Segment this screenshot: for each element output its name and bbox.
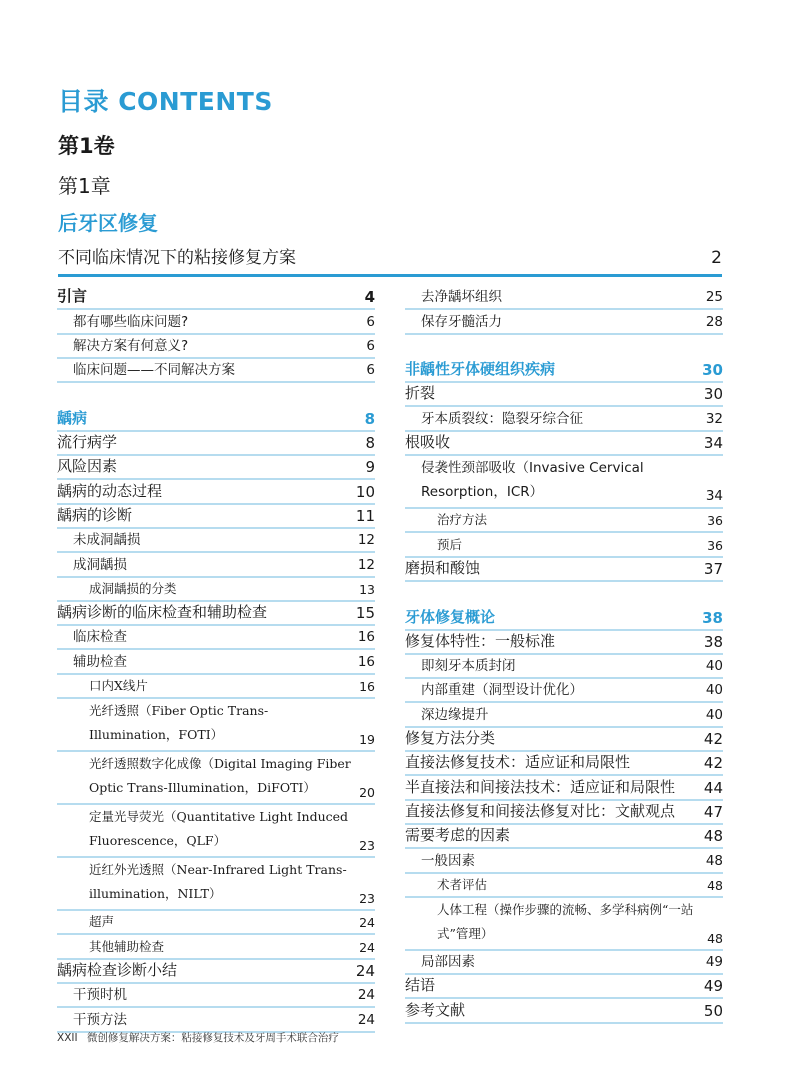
toc-entry-page: 23: [359, 838, 375, 854]
toc-entry[interactable]: [405, 975, 723, 999]
toc-entry-title: 龋病: [57, 408, 88, 427]
toc-entry-page: 13: [359, 581, 375, 597]
toc-subsubentry[interactable]: [405, 509, 723, 533]
toc-entry-page: 6: [366, 313, 375, 330]
toc-entry-title: 近红外光透照（Near-Infrared Light Trans-illumination，NILT）: [89, 862, 347, 902]
toc-entry-page: 40: [705, 706, 723, 723]
toc-entry-page: 8: [365, 434, 375, 453]
toc-entry-title: 直接法修复和间接法修复对比：文献观点: [405, 801, 676, 820]
toc-subsubentry[interactable]: [57, 935, 375, 959]
toc-subentry[interactable]: [405, 703, 723, 727]
toc-entry[interactable]: [405, 999, 723, 1023]
toc-entry[interactable]: [405, 752, 723, 776]
toc-entry[interactable]: [57, 480, 375, 504]
toc-entry-title: 风险因素: [57, 457, 118, 476]
toc-entry-page: 24: [357, 1011, 375, 1028]
toc-entry-title: 预后: [437, 536, 463, 552]
toc-entry-page: 40: [705, 658, 723, 675]
toc-entry-title: 磨损和酸蚀: [405, 558, 481, 577]
toc-entry[interactable]: [57, 602, 375, 626]
toc-entry-page: 49: [705, 954, 723, 971]
toc-entry-title: 流行病学: [57, 433, 118, 452]
toc-entry-page: 23: [359, 891, 375, 907]
toc-entry-page: 28: [705, 313, 723, 330]
toc-entry-page: 47: [703, 802, 723, 821]
toc-subentry[interactable]: [57, 310, 375, 334]
toc-entry-title: 内部重建（洞型设计优化）: [421, 682, 583, 699]
toc-entry-title: 牙本质裂纹：隐裂牙综合征: [421, 410, 583, 427]
toc-entry-page: 48: [705, 852, 723, 869]
toc-entry-page: 16: [359, 679, 375, 695]
toc-section-heading[interactable]: [405, 359, 723, 383]
toc-entry-page: 36: [707, 537, 723, 553]
toc-entry-title: 龋病的动态过程: [57, 481, 163, 500]
toc-entry-page: 32: [705, 410, 723, 427]
toc-entry-page: 16: [357, 653, 375, 670]
toc-subentry[interactable]: [57, 359, 375, 383]
toc-entry-title: 折裂: [405, 384, 436, 403]
toc-entry-page: 10: [355, 482, 375, 501]
toc-entry-title: 根吸收: [405, 433, 451, 452]
toc-entry-title: 人体工程（操作步骤的流畅、多学科病例“一站式”管理）: [437, 901, 694, 941]
toc-subsubentry[interactable]: [405, 874, 723, 898]
chapter-label: 第1章: [58, 174, 111, 198]
toc-entry-title: 超声: [89, 914, 115, 930]
toc-entry-title: 参考文献: [405, 1000, 466, 1019]
toc-entry-title: 未成洞龋损: [73, 532, 141, 549]
toc-entry[interactable]: [57, 456, 375, 480]
page-footer: [57, 1030, 345, 1045]
toc-entry-title: 光纤透照（Fiber Optic Trans-Illumination，FOTI）: [89, 703, 269, 743]
footer-book-title: 微创修复解决方案：粘接修复技术及牙周手术联合治疗: [86, 1032, 339, 1044]
toc-entry-title: 侵袭性颈部吸收（Invasive Cervical Resorption，ICR）: [421, 460, 644, 501]
toc-section-heading[interactable]: [57, 407, 375, 431]
toc-entry-title: 局部因素: [421, 954, 475, 971]
toc-entry-page: 12: [357, 556, 375, 573]
toc-entry-page: 42: [703, 754, 723, 773]
toc-entry[interactable]: [405, 383, 723, 407]
toc-subsubentry[interactable]: [57, 805, 375, 858]
toc-entry[interactable]: [405, 728, 723, 752]
toc-entry-page: 37: [703, 559, 723, 578]
chapter-title: 不同临床情况下的粘接修复方案: [58, 248, 296, 268]
toc-entry-title: 龋病的诊断: [57, 505, 133, 524]
toc-entry-title: 结语: [405, 976, 436, 995]
footer-page-number: XXII: [57, 1032, 78, 1044]
toc-entry-page: 38: [703, 632, 723, 651]
toc-subentry[interactable]: [57, 335, 375, 359]
toc-entry-page: 24: [355, 961, 375, 980]
toc-entry-title: 修复方法分类: [405, 729, 496, 748]
toc-entry-title: 非龋性牙体硬组织疾病: [405, 360, 556, 379]
toc-entry-page: 8: [364, 409, 375, 428]
toc-header: [58, 82, 738, 277]
toc-entry-title: 干预方法: [73, 1011, 127, 1028]
toc-subentry[interactable]: [405, 655, 723, 679]
toc-subsubentry[interactable]: [57, 911, 375, 935]
toc-entry-title: 都有哪些临床问题?: [73, 313, 189, 330]
toc-entry-title: 成洞龋损: [73, 556, 127, 573]
toc-subsubentry[interactable]: [57, 675, 375, 699]
toc-subentry[interactable]: [57, 1008, 375, 1032]
toc-entry-title: 解决方案有何意义?: [73, 337, 189, 354]
toc-entry-title: 辅助检查: [73, 653, 127, 670]
toc-entry-page: 6: [366, 362, 375, 379]
chapter-title-row[interactable]: [58, 243, 722, 277]
toc-entry-title: 光纤透照数字化成像（Digital Imaging Fiber Optic Trans-Illumination，DiFOTI）: [89, 756, 351, 796]
toc-entry-title: 直接法修复技术：适应证和局限性: [405, 753, 631, 772]
toc-entry[interactable]: [57, 432, 375, 456]
toc-subentry[interactable]: [405, 286, 723, 310]
toc-subsubentry[interactable]: [57, 752, 375, 805]
toc-entry-title: 术者评估: [437, 876, 488, 892]
toc-entry[interactable]: [405, 631, 723, 655]
toc-entry[interactable]: [57, 286, 375, 310]
chapter-page-number: 2: [711, 248, 722, 268]
toc-entry-title: 保存牙髓活力: [421, 313, 502, 330]
toc-entry[interactable]: [405, 825, 723, 849]
toc-entry-page: 48: [707, 930, 723, 946]
toc-entry-title: 龋病检查诊断小结: [57, 960, 178, 979]
toc-entry-title: 需要考虑的因素: [405, 826, 511, 845]
volume-label: 第1卷: [58, 134, 115, 158]
toc-subsubentry[interactable]: [405, 898, 723, 951]
toc-entry-page: 42: [703, 730, 723, 749]
toc-entry-page: 34: [705, 488, 723, 505]
toc-entry-title: 引言: [57, 287, 88, 306]
toc-entry[interactable]: [405, 776, 723, 800]
toc-entry-title: 治疗方法: [437, 512, 488, 528]
toc-subentry[interactable]: [405, 951, 723, 975]
toc-left-column: [57, 286, 375, 1033]
toc-subentry[interactable]: [405, 849, 723, 873]
toc-entry-title: 龋病诊断的临床检查和辅助检查: [57, 603, 268, 622]
toc-entry-page: 19: [359, 732, 375, 748]
toc-subentry[interactable]: [57, 529, 375, 553]
page-title: 目录 CONTENTS: [58, 87, 273, 116]
toc-entry-page: 4: [364, 288, 375, 307]
toc-entry-page: 11: [355, 506, 375, 525]
toc-entry-title: 去净龋坏组织: [421, 289, 502, 306]
toc-entry[interactable]: [405, 432, 723, 456]
toc-entry-title: 定量光导荧光（Quantitative Light Induced Fluorescence，QLF）: [89, 809, 349, 849]
toc-entry-page: 30: [702, 361, 723, 380]
toc-entry-title: 口内X线片: [89, 678, 148, 694]
toc-entry-page: 20: [359, 785, 375, 801]
toc-subsubentry[interactable]: [57, 858, 375, 911]
toc-subentry[interactable]: [405, 456, 723, 509]
toc-entry-page: 34: [703, 434, 723, 453]
toc-subentry[interactable]: [405, 407, 723, 431]
toc-entry-page: 50: [703, 1001, 723, 1020]
toc-entry-title: 一般因素: [421, 852, 475, 869]
toc-entry-title: 半直接法和间接法技术：适应证和局限性: [405, 777, 676, 796]
toc-entry-page: 12: [357, 532, 375, 549]
toc-entry-page: 48: [707, 877, 723, 893]
toc-entry-title: 临床问题——不同解决方案: [73, 362, 235, 379]
toc-entry-page: 36: [707, 513, 723, 529]
section-spacer: [57, 383, 375, 407]
toc-right-column: [405, 286, 723, 1024]
toc-entry-title: 其他辅助检查: [89, 938, 165, 954]
toc-entry-title: 即刻牙本质封闭: [421, 658, 516, 675]
toc-entry-page: 48: [703, 827, 723, 846]
toc-entry-page: 9: [365, 458, 375, 477]
toc-entry-page: 6: [366, 337, 375, 354]
toc-entry-title: 深边缘提升: [421, 706, 489, 723]
toc-entry-page: 44: [703, 778, 723, 797]
toc-entry-title: 干预时机: [73, 987, 127, 1004]
toc-entry-title: 修复体特性：一般标准: [405, 631, 556, 650]
toc-entry-page: 15: [355, 604, 375, 623]
toc-entry-title: 成洞龋损的分类: [89, 580, 177, 596]
toc-entry-page: 25: [705, 289, 723, 306]
toc-entry[interactable]: [405, 801, 723, 825]
toc-entry-page: 30: [703, 385, 723, 404]
toc-entry[interactable]: [57, 505, 375, 529]
toc-subentry[interactable]: [57, 650, 375, 674]
toc-entry-page: 49: [703, 977, 723, 996]
toc-subentry[interactable]: [57, 553, 375, 577]
toc-entry-page: 16: [357, 629, 375, 646]
toc-entry-page: 40: [705, 682, 723, 699]
toc-subsubentry[interactable]: [57, 699, 375, 752]
section-spacer: [405, 582, 723, 606]
toc-subsubentry[interactable]: [405, 533, 723, 557]
toc-section-heading[interactable]: [405, 606, 723, 630]
toc-subentry[interactable]: [57, 626, 375, 650]
toc-subentry[interactable]: [57, 984, 375, 1008]
toc-entry-title: 牙体修复概论: [405, 607, 496, 626]
toc-entry[interactable]: [57, 960, 375, 984]
section-spacer: [405, 335, 723, 359]
toc-subentry[interactable]: [405, 679, 723, 703]
toc-entry-title: 临床检查: [73, 629, 127, 646]
chapter-subtitle: 后牙区修复: [58, 211, 158, 235]
toc-entry[interactable]: [405, 558, 723, 582]
toc-subsubentry[interactable]: [57, 578, 375, 602]
toc-entry-page: 24: [357, 987, 375, 1004]
toc-entry-page: 24: [359, 915, 375, 931]
toc-entry-page: 24: [359, 939, 375, 955]
toc-entry-page: 38: [702, 608, 723, 627]
toc-subentry[interactable]: [405, 310, 723, 334]
